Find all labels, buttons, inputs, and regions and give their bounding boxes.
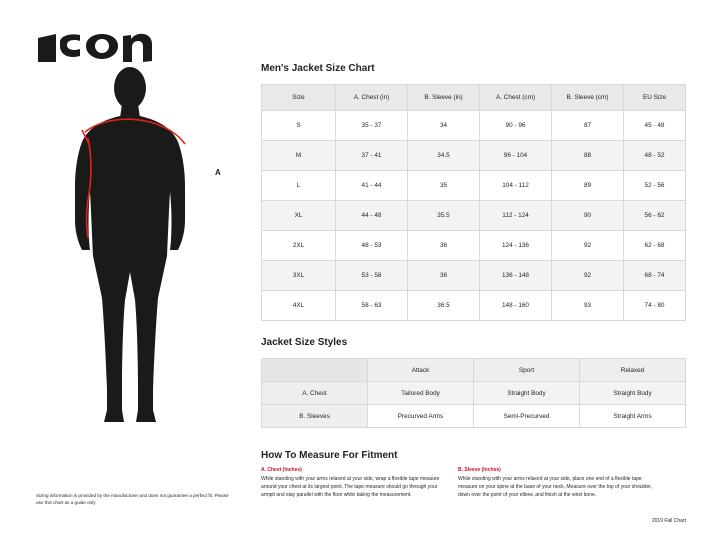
cell-sleeve-in: 34 — [408, 111, 480, 141]
measure-instructions-sleeve — [458, 466, 653, 499]
cell-size: 2XL — [262, 231, 336, 261]
cell-eu-size: 56 - 62 — [624, 201, 686, 231]
column-header-chest-in: A. Chest (in) — [336, 85, 408, 111]
column-header-relaxed: Relaxed — [580, 359, 686, 382]
table-header-row — [262, 85, 686, 111]
cell-eu-size: 52 - 56 — [624, 171, 686, 201]
column-header-blank — [262, 359, 368, 382]
cell-eu-size: 45 - 48 — [624, 111, 686, 141]
measure-instructions-chest — [261, 466, 446, 499]
cell-size: 4XL — [262, 291, 336, 321]
cell-chest-cm: 124 - 136 — [480, 231, 552, 261]
table-row — [262, 405, 686, 428]
table-row — [262, 261, 686, 291]
cell-eu-size: 68 - 74 — [624, 261, 686, 291]
cell-sleeve-in: 36.5 — [408, 291, 480, 321]
cell-chest-cm: 90 - 96 — [480, 111, 552, 141]
cell-eu-size: 48 - 52 — [624, 141, 686, 171]
column-header-size: Size — [262, 85, 336, 111]
cell-sleeve-cm: 89 — [552, 171, 624, 201]
cell-size: 3XL — [262, 261, 336, 291]
cell-sleeve-cm: 90 — [552, 201, 624, 231]
section-title-how-to-measure: How To Measure For Fitment — [261, 450, 398, 461]
size-chart-table — [261, 84, 686, 321]
page-title-size-chart: Men's Jacket Size Chart — [261, 63, 375, 74]
column-header-eu-size: EU Size — [624, 85, 686, 111]
table-row — [262, 111, 686, 141]
cell-chest-in: 41 - 44 — [336, 171, 408, 201]
column-header-sport: Sport — [474, 359, 580, 382]
disclaimer-text: Sizing information is provided by the manufacturer and does not guarantee a perfect fit. Please use this chart as a guide only — [36, 493, 229, 506]
left-column — [0, 0, 250, 540]
table-row — [262, 141, 686, 171]
cell-sleeve-cm: 92 — [552, 261, 624, 291]
cell-sleeve-in: 36 — [408, 231, 480, 261]
cell-attack: Tailored Body — [368, 382, 474, 405]
cell-chest-in: 37 - 41 — [336, 141, 408, 171]
cell-size: S — [262, 111, 336, 141]
cell-chest-in: 58 - 63 — [336, 291, 408, 321]
cell-chest-in: 48 - 53 — [336, 231, 408, 261]
column-header-attack: Attack — [368, 359, 474, 382]
cell-sleeve-cm: 87 — [552, 111, 624, 141]
cell-chest-cm: 148 - 160 — [480, 291, 552, 321]
cell-chest-in: 53 - 58 — [336, 261, 408, 291]
cell-chest-cm: 112 - 124 — [480, 201, 552, 231]
table-row — [262, 291, 686, 321]
cell-relaxed: Straight Arms — [580, 405, 686, 428]
callout-label-a: A — [215, 168, 221, 177]
cell-chest-cm: 96 - 104 — [480, 141, 552, 171]
cell-chest-in: 44 - 48 — [336, 201, 408, 231]
cell-size: M — [262, 141, 336, 171]
cell-sleeve-in: 34.5 — [408, 141, 480, 171]
cell-chest-in: 35 - 37 — [336, 111, 408, 141]
cell-attack: Precurved Arms — [368, 405, 474, 428]
column-header-sleeve-cm: B. Sleeve (cm) — [552, 85, 624, 111]
measure-text-sleeve: While standing with your arms relaxed at your side, place one end of a flexible tape measure on your spine at the base of your neck, Measure over the top of your shoulder, down over the point of your elbow, and finish at the wrist bone. — [458, 476, 653, 498]
measure-text-chest: While standing with your arms relaxed at your side, wrap a flexible tape measure around your chest at its largest point. The tape measure should go through your armpit and stay parallel with the floor while taking the measurement. — [261, 476, 440, 498]
cell-sleeve-in: 35 — [408, 171, 480, 201]
column-header-sleeve-in: B. Sleeve (in) — [408, 85, 480, 111]
cell-sport: Semi-Precurved — [474, 405, 580, 428]
cell-eu-size: 62 - 68 — [624, 231, 686, 261]
footer-chart-version: 2019 Fall Chart — [651, 518, 686, 524]
cell-size: XL — [262, 201, 336, 231]
cell-chest-cm: 136 - 148 — [480, 261, 552, 291]
table-row — [262, 201, 686, 231]
measure-heading-chest: A. Chest (Inches) — [261, 467, 302, 473]
section-title-size-styles: Jacket Size Styles — [261, 337, 348, 348]
cell-relaxed: Straight Body — [580, 382, 686, 405]
row-header-chest: A. Chest — [262, 382, 368, 405]
body-figure — [30, 60, 240, 430]
cell-sleeve-in: 36 — [408, 261, 480, 291]
jacket-size-styles-table — [261, 358, 686, 428]
table-header-row — [262, 359, 686, 382]
cell-sleeve-in: 35.5 — [408, 201, 480, 231]
cell-eu-size: 74 - 80 — [624, 291, 686, 321]
table-row — [262, 382, 686, 405]
table-row — [262, 171, 686, 201]
row-header-sleeves: B. Sleeves — [262, 405, 368, 428]
column-header-chest-cm: A. Chest (cm) — [480, 85, 552, 111]
cell-sleeve-cm: 93 — [552, 291, 624, 321]
measure-heading-sleeve: B. Sleeve (Inches) — [458, 467, 501, 473]
callout-label-b: B — [110, 180, 116, 189]
cell-sleeve-cm: 92 — [552, 231, 624, 261]
cell-sport: Straight Body — [474, 382, 580, 405]
cell-size: L — [262, 171, 336, 201]
cell-sleeve-cm: 88 — [552, 141, 624, 171]
table-row — [262, 231, 686, 261]
cell-chest-cm: 104 - 112 — [480, 171, 552, 201]
